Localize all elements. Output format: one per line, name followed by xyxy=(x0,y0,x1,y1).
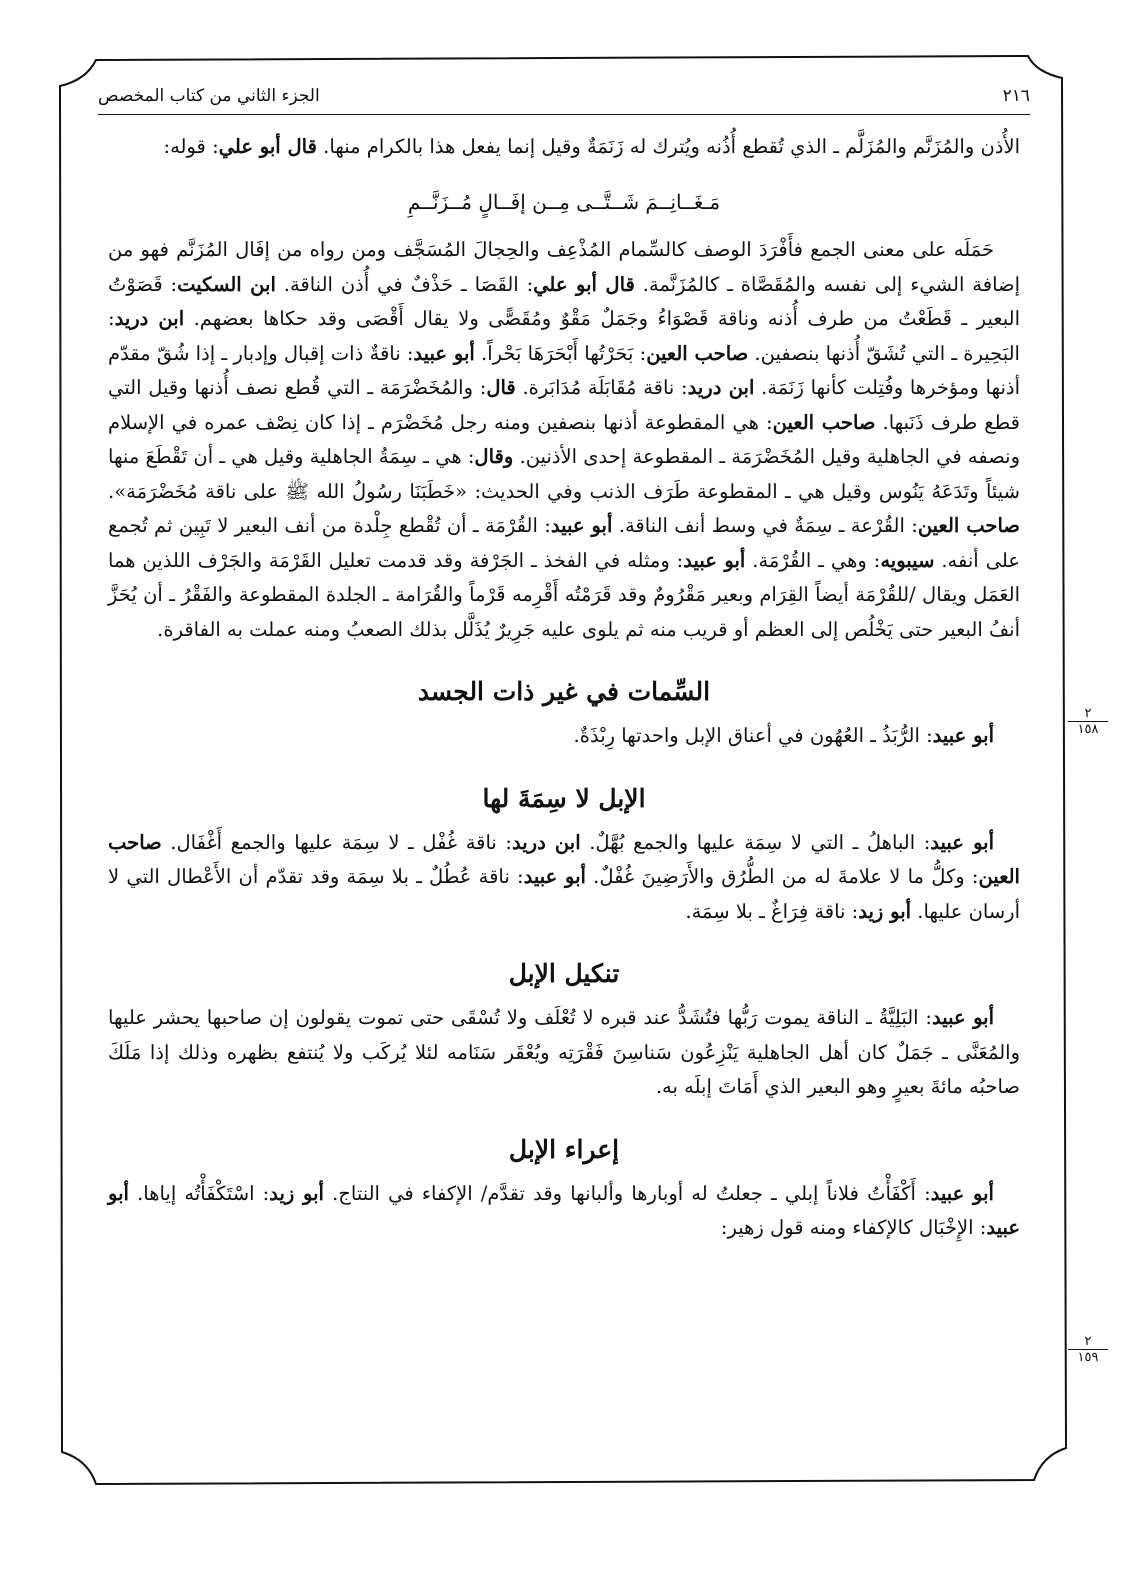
authority-name: أبو عبيد xyxy=(683,548,746,572)
text-run: : الرُّبَذُ ـ العُهُون في أعناق الإبل واحدتها رِبْذَةٌ. xyxy=(573,724,933,747)
paragraph-1 xyxy=(108,130,1020,165)
authority-name: صاحب العين xyxy=(772,410,876,434)
section-heading-4: إعراء الإبل xyxy=(508,1134,620,1164)
authority-name: ابن دريد xyxy=(512,830,581,854)
authority-name: أبو عبيد xyxy=(932,724,994,747)
authority-name: أبو عبيد xyxy=(930,1181,994,1205)
text-run: : القَصَا ـ حَذْفٌ في أُذن الناقة. xyxy=(275,272,534,296)
text-run: : القُرْمَة ـ أن تُقْطع جِلْدة من أنف البعير لا تَبِين ثم تُجمع على أنفه. xyxy=(108,514,1020,572)
text-run: : ناقة فِرَاغٌ ـ بلا سِمَة. xyxy=(685,899,859,923)
authority-name: قال أبو علي xyxy=(218,135,317,158)
book-title: الجزء الثاني من كتاب المخصص xyxy=(98,86,320,106)
authority-name: أبو عبيد xyxy=(932,1006,994,1029)
text-run: : الباهلُ ـ التي لا سِمَة عليها والجمع بُهَّلٌ. xyxy=(580,830,931,854)
authority-name: أبو عبيد xyxy=(523,865,586,888)
authority-name: ابن دريد xyxy=(114,307,185,330)
authority-name: أبو زيد xyxy=(858,899,912,923)
text-run: : وكلُّ ما لا علامةَ له من الطُّرُق والأَرَضِينَ غُفْلٌ. xyxy=(585,865,979,888)
page-body xyxy=(108,130,1020,1246)
text-run: : ومثله في الفخذ ـ الجَرْفة وقد قدمت تعليل القَرْمَة والجَرْف اللذين هما العَمَل ويقال /للقُرْمَة أيضاً القِرَام وبعير مَقْرُومٌ وقد قَرَمْتُه أَقْرِمه قَرْماً والقُرَامة ـ الجلدة المقطوعة والفَقْرُ ـ أن يُحَزَّ أنفُ البعير حتى يَخْلُص إلى العظم أو قريب منه ثم يلوى عليه جَرِيرٌ يُذَلَّل بذلك الصعبُ ومنه عملت به الفاقرة. xyxy=(108,548,1020,641)
text-run: : بَحَرْتُها أَبْحَرَهَا بَحْراً. xyxy=(474,341,647,365)
verse-line: مَـغَــانِــمَ شَــتَّــى مِــن إفَــالٍ مُــزَنَّــمِ xyxy=(407,189,721,214)
authority-name: صاحب العين xyxy=(646,341,749,365)
margin-ref-page: ١٥٩ xyxy=(1077,1350,1099,1365)
authority-name: ابن السكيت xyxy=(177,272,276,296)
text-run: الأُذن والمُزَنَّم والمُزَلَّم ـ الذي تُقطع أُذُنه ويُترك له زَنَمَةٌ وقيل إنما يفعل هذا بالكرام منها. xyxy=(316,135,1020,158)
authority-name: أبو عبيد xyxy=(108,1181,1020,1239)
authority-name: قال xyxy=(486,376,516,399)
margin-ref-volume: ٢ xyxy=(1068,706,1108,722)
authority-name: أبو عبيد xyxy=(930,830,994,854)
authority-name: صاحب العين xyxy=(108,830,1020,888)
text-run: : قَصَوْتُ البعير ـ قَطَعْتُ من طرف أُذنه وناقة قَصْوَاءُ وجَمَلٌ مَقْوٌ ومُقَصًّى ولا يقال أَقْصَى وقد حكاها بعضهم. xyxy=(108,272,1020,330)
text-run: : البَلِيَّةُ ـ الناقة يموت رَبُّها فتُشَدُّ عند قبره لا تُعْلَف ولا تُسْقَى حتى تموت يقولون إن صاحبها يحشر عليها والمُعَنَّى ـ جَمَلٌ كان أهل الجاهلية يَنْزِعُون سَناسِنَ فَقْرَتِه ويُعْقَر سَنَامه لئلا يُركَب ولا يُنتفع بظهره وذلك إذا مَلَكَ صاحبُه مائةَ بعيرٍ وهو البعير الذي أَمَاتَ إبلَه به. xyxy=(108,1006,1020,1098)
section-heading-3: تنكيل الإبل xyxy=(508,959,620,988)
margin-page-ref-2 xyxy=(1068,1334,1108,1365)
paragraph-2 xyxy=(108,233,1020,647)
paragraph-3 xyxy=(108,719,1020,754)
authority-name: أبو زيد xyxy=(269,1181,324,1205)
text-run: : القُرْعة ـ سِمَةٌ في وسط أنف الناقة. xyxy=(612,514,918,537)
paragraph-4 xyxy=(108,826,1020,930)
text-run: : ناقةٌ ذات إقبال وإدبار ـ إذا شُقّ مقدّم أذنها ومؤخرها وفُتِلت كأنها زَنَمَة. xyxy=(108,341,1021,399)
authority-name: ابن دريد xyxy=(687,376,755,399)
text-run: حَمَلَه على معنى الجمع فأَفْرَدَ الوصف كالسِّمام المُذْعِف والحِجالَ المُسَجَّف ومن رواه من إفَال المُزَنَّم فهو من إضافة الشيء إلى نفسه والمُقَصَّاة ـ كالمُزَنَّمة. xyxy=(108,238,1020,296)
text-run: : وهي ـ القُرْمَة. xyxy=(745,548,881,572)
authority-name: صاحب العين xyxy=(917,514,1020,537)
margin-ref-page: ١٥٨ xyxy=(1077,722,1099,737)
text-run: : ناقة عُطُلٌ ـ بلا سِمَة وقد تقدّم أن الأَعْطال التي لا أرسان عليها. xyxy=(108,865,1020,923)
text-run: : الإِخْبَال كالإكفاء ومنه قول زهير: xyxy=(720,1216,987,1239)
paragraph-6 xyxy=(108,1177,1020,1246)
section-heading-2: الإبل لا سِمَةَ لها xyxy=(482,783,646,813)
margin-page-ref-1 xyxy=(1068,706,1108,737)
text-run: : هي ـ سِمَةُ الجاهلية وقيل هي ـ أن تَقْطَعَ منها شيئاً وتَدَعَهُ يَنُوس وقيل هي ـ المقطوعة طَرَف الذنب وفي الحديث: «خَطَبَنَا رسُولُ الله ﷺ على ناقة مُخَضْرَمَة». xyxy=(108,445,1020,503)
authority-name: وقال xyxy=(474,445,514,468)
text-run: : والمُخَضْرَمَة ـ التي قُطع نصف أُذنها وقيل التي قطع طرف ذَنَبها. xyxy=(108,376,1020,434)
margin-ref-volume: ٢ xyxy=(1068,1334,1108,1350)
authority-name: أبو عبيد xyxy=(550,514,613,537)
text-run: : هي المقطوعة أذنها بنصفين ومنه رجل مُخَضْرَم ـ إذا كان نِصْف عمره في الإسلام ونصفه في الجاهلية وقيل المُخَضْرَمَة ـ المقطوعة إحدى الأذنين. xyxy=(108,410,1020,468)
paragraph-5 xyxy=(108,1001,1020,1105)
text-run: : ناقة غُفْل ـ لا سِمَة عليها والجمع أَغْفَال. xyxy=(161,830,512,854)
authority-name: سيبويه xyxy=(880,548,935,572)
authority-name: قال أبو علي xyxy=(533,272,635,296)
authority-name: أبو عبيد xyxy=(413,341,475,365)
text-run: : البَحِيرة ـ التي تُشَقّ أُذنها بنصفين. xyxy=(108,307,1020,365)
running-header xyxy=(98,78,1030,115)
text-run: : ناقة مُقَابَلَة مُدَابَرة. xyxy=(515,376,688,399)
text-run: : اسْتَكْفَأْتُه إياها. xyxy=(128,1181,270,1205)
text-run: : أَكْفَأْتُ فلاناً إبلي ـ جعلتُ له أوبارها وألبانها وقد تقدَّم/ الإكفاء في النتاج. xyxy=(323,1181,931,1205)
page-number: ٢١٦ xyxy=(1002,86,1030,106)
document-page xyxy=(78,64,1050,1484)
text-run: : قوله: xyxy=(163,135,219,158)
section-heading-1: السِّمات في غير ذات الجسد xyxy=(417,677,711,706)
